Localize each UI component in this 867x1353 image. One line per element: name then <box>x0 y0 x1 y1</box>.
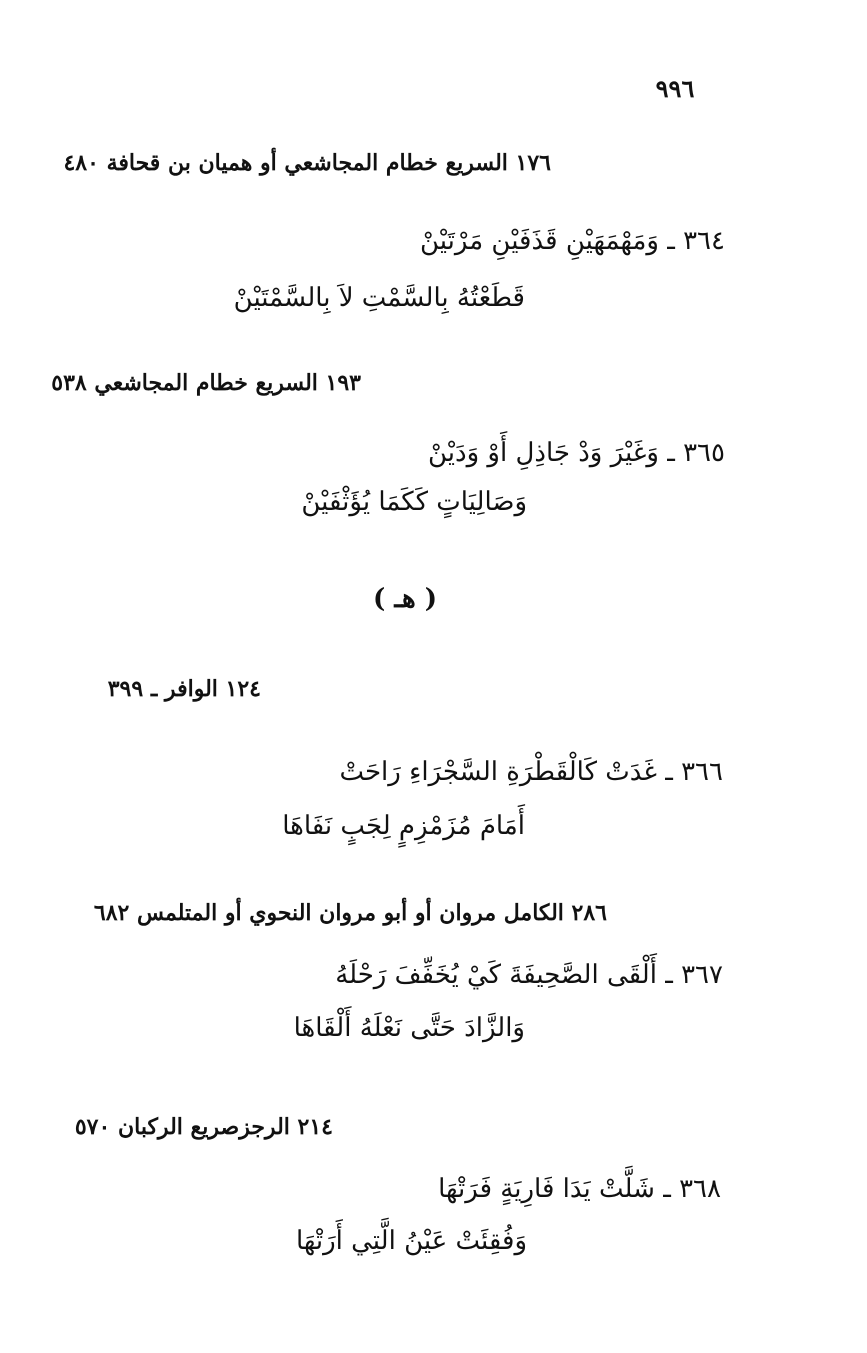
verse-366-first-hemistich: ٣٦٦ ـ غَدَتْ كَالْقَطْرَةِ السَّجْرَاءِ رَاحَتْ <box>339 757 723 787</box>
entry-heading-124: ١٢٤ الوافر ـ ٣٩٩ <box>107 676 261 702</box>
entry-heading-286: ٢٨٦ الكامل مروان أو أبو مروان النحوي أو المتلمس ٦٨٢ <box>93 900 607 926</box>
verse-365-second-hemistich: وَصَالِيَاتٍ كَكَمَا يُؤَثْفَيْنْ <box>301 487 527 517</box>
entry-heading-214: ٢١٤ الرجزصريع الركبان ٥٧٠ <box>74 1114 333 1140</box>
verse-367-second-hemistich: وَالزَّادَ حَتَّى نَعْلَهُ أَلْقَاهَا <box>293 1013 525 1043</box>
entry-heading-193: ١٩٣ السريع خطام المجاشعي ٥٣٨ <box>51 370 361 396</box>
section-letter-ha: ( هـ ) <box>372 584 438 614</box>
verse-364-first-hemistich: ٣٦٤ ـ وَمَهْمَهَيْنِ قَذَفَيْنِ مَرْتَيْنْ <box>420 226 725 256</box>
entry-heading-176: ١٧٦ السريع خطام المجاشعي أو هميان بن قحافة ٤٨٠ <box>63 150 551 176</box>
verse-367-first-hemistich: ٣٦٧ ـ أَلْقَى الصَّحِيفَةَ كَيْ يُخَفِّفَ رَحْلَهُ <box>335 960 723 990</box>
verse-368-first-hemistich: ٣٦٨ ـ شَلَّتْ يَدَا فَارِيَةٍ فَرَتْهَا <box>438 1174 721 1204</box>
verse-364-second-hemistich: قَطَعْتُهُ بِالسَّمْتِ لاَ بِالسَّمْتَيْنْ <box>233 283 525 313</box>
verse-365-first-hemistich: ٣٦٥ ـ وَغَيْرَ وَدْ جَاذِلِ أَوْ وَدَيْنْ <box>428 438 725 468</box>
verse-368-second-hemistich: وَفُقِئَتْ عَيْنُ الَّتِي أَرَتْهَا <box>295 1226 527 1256</box>
verse-366-second-hemistich: أَمَامَ مُزَمْزِمٍ لِجَبٍ نَفَاهَا <box>282 811 525 841</box>
page-number: ٩٩٦ <box>655 74 695 103</box>
